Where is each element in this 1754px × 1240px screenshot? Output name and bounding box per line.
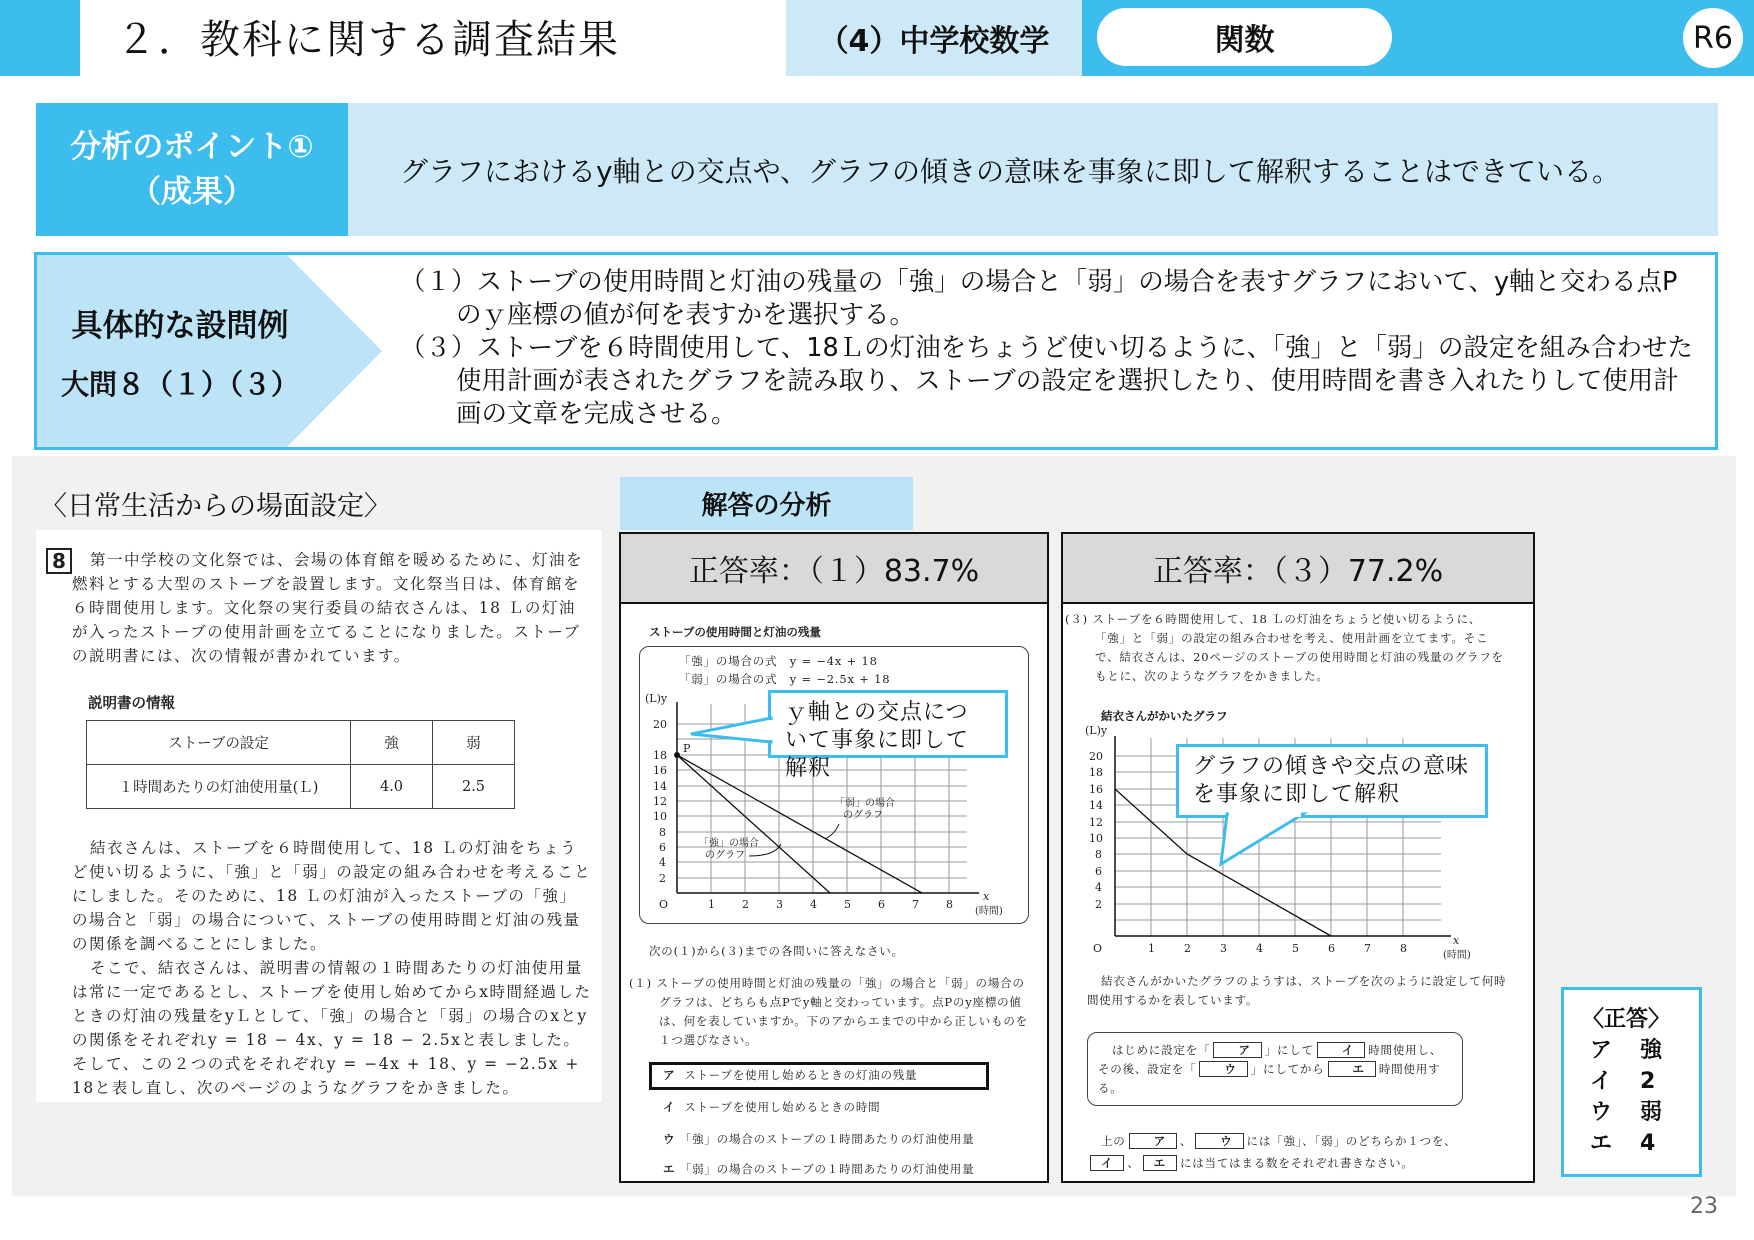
correct-answer-box [1561,987,1702,1177]
question-example-label [40,300,320,403]
answer-row: イ 2 [1590,1069,1656,1094]
svg-text:10: 10 [653,810,667,823]
table-header-cell: ストーブの設定 [87,721,351,765]
svg-text:14: 14 [1089,799,1103,812]
info-heading: 説明書の情報 [88,696,175,712]
svg-text:10: 10 [1089,832,1103,845]
correct-rate-q1: 正答率：（１）83.7% [621,534,1047,604]
svg-text:(時間): (時間) [975,906,1003,917]
svg-text:のグラフ: のグラフ [843,810,883,821]
page-title: ２．教科に関する調査結果 [116,17,620,63]
question-example-list [400,266,1700,431]
callout-yaxis-intersection: ｙ軸との交点について事象に即して解釈 [768,690,1008,758]
svg-text:P: P [683,742,691,755]
plan-box: はじめに設定を「 ア 」にして イ 時間使用し、その後、設定を「 ウ 」にしてから エ 時間使用する。 [1087,1032,1463,1106]
question-example-title: 具体的な設問例 [71,308,289,344]
svg-text:18: 18 [1089,766,1103,779]
formula-weak: 「弱」の場合の式 y = −2.5x + 18 [679,672,891,686]
page-number: 23 [1690,1194,1718,1219]
problem-intro: 第一中学校の文化祭では、会場の体育館を暖めるために、灯油を燃料とする大型のストーブを設置します。文化祭当日は、体育館を６時間使用します。文化祭の実行委員の結衣さんは、18 Ｌの灯油が入ったストーブの使用計画を立てることになりました。ストーブの説明書には、次の情報が書かれています。 [72,551,584,665]
svg-text:3: 3 [1220,942,1227,955]
year-badge: R6 [1683,8,1743,68]
question-example-item: （３）ストーブを６時間使用して、18Ｌの灯油をちょうど使い切るように、「強」と「弱」の設定を組み合わせた使用計画が表されたグラフを読み取り、ストーブの設定を選択したり、使用時間を書き入れたりして使用計画の文章を完成させる。 [400,333,1693,429]
choice-item: イ ストーブを使用し始めるときの時間 [663,1100,881,1114]
svg-text:20: 20 [653,718,667,731]
choice-item: ア ストーブを使用し始めるときの灯油の残量 [663,1068,918,1082]
svg-text:6: 6 [659,841,666,854]
domain-badge: 関数 [1097,8,1392,66]
svg-text:7: 7 [1364,942,1371,955]
svg-text:16: 16 [653,764,667,777]
problem-paragraph: そこで、結衣さんは、説明書の情報の１時間あたりの灯油使用量は常に一定であるとし、ストーブを使用し始めてからx時間経過したときの灯油の残量をyＬとして、「強」の場合と「弱」の場合のxとyの関係をそれぞれy = 18 − 4x、y = 18 − 2.5xと表しました。そして、この２つの式をそれぞれy = −4x + 18、y = −2.5x + 18と表し直し、次のページのようなグラフをかきました。 [72,959,592,1097]
formula-strong: 「強」の場合の式 y = −4x + 18 [679,654,878,668]
analysis-card-q3 [1061,532,1535,1183]
blank-u: ウ [1199,1061,1247,1077]
svg-text:x: x [1453,934,1460,947]
choice-item: エ 「弱」の場合のストーブの１時間あたりの灯油使用量 [663,1162,975,1176]
svg-text:O: O [1093,942,1103,955]
svg-text:(L)y: (L)y [1085,724,1108,737]
question-q3: (３) ストーブを６時間使用して、18 Ｌの灯油をちょうど使い切るように、「強」と「弱」の設定の組み合わせを考え、使用計画を立てます。そこで、結衣さんは、20ページのストーブの使用時間と灯油の残量のグラフをもとに、次のようなグラフをかきました。 [1065,612,1504,683]
table-header-cell: 弱 [433,721,515,765]
blank-i: イ [1317,1042,1365,1058]
svg-text:2: 2 [659,872,666,885]
y-axis-label: (L)y [645,692,668,705]
svg-text:12: 12 [1089,816,1103,829]
analysis-tag: 解答の分析 [620,477,913,530]
svg-text:(時間): (時間) [1443,950,1471,961]
table-cell: 4.0 [351,765,433,809]
header-accent-bar [0,0,80,76]
choice-item: ウ 「強」の場合のストーブの１時間あたりの灯油使用量 [663,1132,975,1146]
svg-text:8: 8 [1400,942,1407,955]
svg-text:4: 4 [659,856,666,869]
answer-row: ウ 弱 [1590,1100,1663,1125]
graph-title: 結衣さんがかいたグラフ [1101,709,1228,723]
scene-title: 〈日常生活からの場面設定〉 [40,491,391,522]
answer-title: 〈正答〉 [1582,1007,1671,1032]
svg-text:6: 6 [878,898,885,911]
answer-row: エ 4 [1590,1131,1656,1156]
analysis-point-title: 分析のポイント① [70,128,314,165]
svg-text:20: 20 [1089,750,1103,763]
svg-text:6: 6 [1328,942,1335,955]
analysis-point-subtitle: （成果） [130,173,254,210]
blank-a: ア [1213,1042,1261,1058]
callout-slope-intersection: グラフの傾きや交点の意味を事象に即して解釈 [1176,744,1488,818]
svg-text:2: 2 [742,898,749,911]
svg-text:8: 8 [946,898,953,911]
instruction-text: 次の(１)から(３)までの各問いに答えなさい。 [649,944,904,958]
svg-text:18: 18 [653,749,667,762]
problem-document [36,530,602,1102]
svg-text:8: 8 [659,826,666,839]
correct-rate-q3: 正答率：（３）77.2% [1063,534,1533,604]
svg-text:1: 1 [708,898,715,911]
graph-title: ストーブの使用時間と灯油の残量 [649,625,821,639]
blank-e: エ [1328,1061,1376,1077]
svg-text:5: 5 [1292,942,1299,955]
svg-text:O: O [659,898,669,911]
callout-pointer [691,710,773,750]
strong-graph-label: 「強」の場合 [699,838,759,849]
weak-graph-label: 「弱」の場合 [835,798,895,809]
svg-text:4: 4 [1095,881,1102,894]
info-table [86,720,515,809]
question-example-item: （１）ストーブの使用時間と灯油の残量の「強」の場合と「弱」の場合を表すグラフにおいて、y軸と交わる点Pのｙ座標の値が何を表すかを選択する。 [400,267,1678,330]
svg-text:7: 7 [912,898,919,911]
analysis-card-q1 [619,532,1049,1183]
svg-text:14: 14 [653,780,667,793]
svg-text:8: 8 [1095,848,1102,861]
svg-text:2: 2 [1184,942,1191,955]
question-q1: (１) ストーブの使用時間と灯油の残量の「強」の場合と「弱」の場合のグラフは、どちらも点Pでy軸と交わっています。点Pのy座標の値は、何を表していますか。下のアからエまでの中から正しいものを１つ選びなさい。 [629,976,1028,1047]
analysis-point-label [36,103,348,236]
answer-row: ア 強 [1590,1038,1663,1063]
problem-paragraph: 結衣さんは、ストーブを６時間使用して、18 Ｌの灯油をちょうど使い切るように、「強」と「弱」の設定の組み合わせを考えることにしました。そのために、18 Ｌの灯油が入ったストーブの「強」の場合と「弱」の場合について、ストーブの使用時間と灯油の残量の関係を調べることにしました。 [72,839,592,953]
svg-text:2: 2 [1095,898,1102,911]
table-header-row [87,721,515,765]
svg-text:12: 12 [653,795,667,808]
graph-description: 結衣さんがかいたグラフのようすは、ストーブを次のように設定して何時間使用するかを表しています。 [1087,974,1507,1007]
question-ref: 大問８（１）（３） [60,368,299,401]
svg-text:x: x [983,890,990,903]
table-cell: １時間あたりの灯油使用量(Ｌ) [87,765,351,809]
table-header-cell: 強 [351,721,433,765]
svg-text:4: 4 [810,898,817,911]
svg-text:1: 1 [1148,942,1155,955]
table-cell: 2.5 [433,765,515,809]
svg-text:5: 5 [844,898,851,911]
problem-number: 8 [46,548,72,574]
svg-text:16: 16 [1089,783,1103,796]
subject-label: （4）中学校数学 [786,0,1082,76]
svg-text:3: 3 [776,898,783,911]
fill-instruction: 上の ア 、 ウ には「強」、「弱」のどちらか１つを、 [1101,1134,1457,1148]
table-row [87,765,515,809]
fill-instruction: イ 、 エ には当てはまる数をそれぞれ書きなさい。 [1087,1154,1507,1173]
analysis-point-text: グラフにおけるy軸との交点や、グラフの傾きの意味を事象に即して解釈することはできている。 [348,103,1718,236]
callout-pointer [1217,812,1307,872]
svg-text:のグラフ: のグラフ [705,850,745,861]
svg-text:4: 4 [1256,942,1263,955]
svg-text:6: 6 [1095,865,1102,878]
